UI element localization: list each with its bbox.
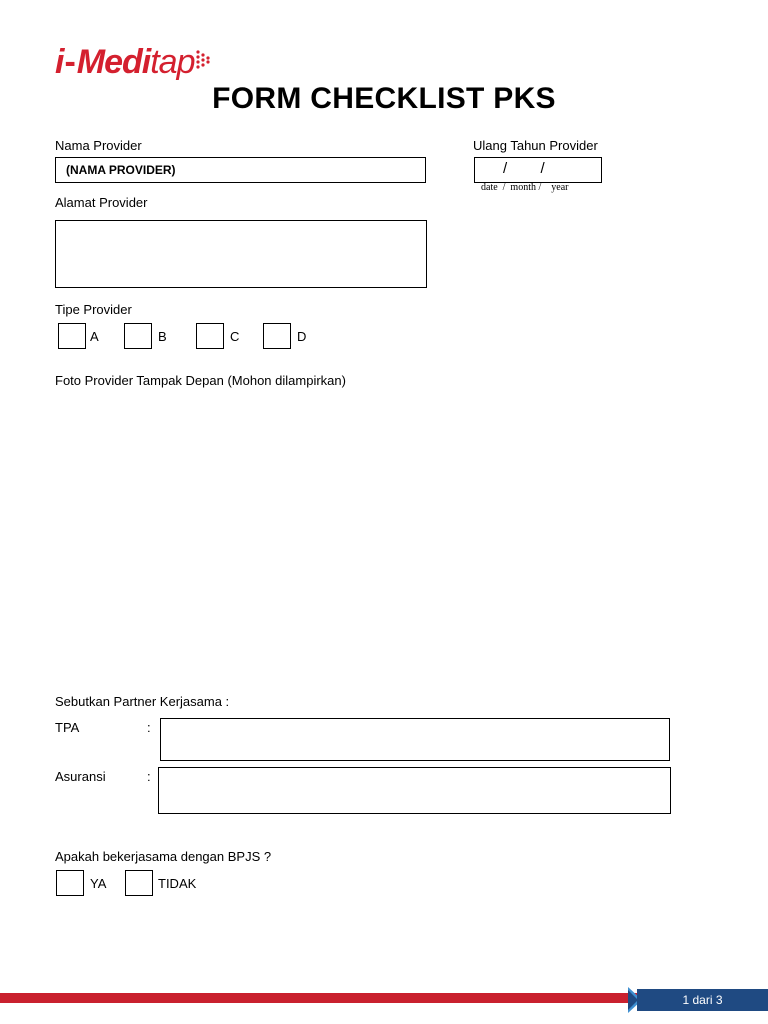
provider-name-label: Nama Provider	[55, 138, 142, 153]
provider-type-b-label: B	[158, 329, 167, 344]
tpa-label: TPA	[55, 720, 80, 735]
provider-type-d-label: D	[297, 329, 307, 344]
asuransi-field[interactable]	[158, 767, 671, 814]
provider-type-d-checkbox[interactable]	[263, 323, 291, 349]
provider-name-value: (NAMA PROVIDER)	[66, 163, 176, 177]
anniversary-label: Ulang Tahun Provider	[473, 138, 598, 153]
asuransi-colon: :	[147, 769, 151, 784]
page-number-text: 1 dari 3	[682, 993, 723, 1007]
tpa-field[interactable]	[160, 718, 670, 761]
logo-medi: Medi	[76, 42, 151, 81]
bpjs-ya-label: YA	[90, 876, 107, 891]
asuransi-label: Asuransi	[55, 769, 106, 784]
bpjs-question: Apakah bekerjasama dengan BPJS ?	[55, 849, 272, 864]
provider-type-b-checkbox[interactable]	[124, 323, 152, 349]
provider-type-label: Tipe Provider	[55, 302, 132, 317]
date-format-hint: date / month / year	[481, 182, 569, 193]
tpa-colon: :	[147, 720, 151, 735]
provider-type-a-checkbox[interactable]	[58, 323, 86, 349]
logo-arrow-icon	[196, 49, 212, 71]
anniversary-date-field[interactable]	[474, 157, 602, 183]
date-separators: / /	[503, 160, 545, 177]
logo-dash: -	[64, 42, 76, 81]
address-label: Alamat Provider	[55, 195, 148, 210]
photo-label: Foto Provider Tampak Depan (Mohon dilampirkan)	[55, 373, 346, 388]
photo-area[interactable]	[55, 395, 675, 675]
logo-i: i	[55, 42, 64, 81]
i-meditap-logo	[55, 40, 212, 84]
provider-type-a-label: A	[90, 329, 99, 344]
logo-tap: tap	[150, 42, 195, 81]
provider-type-c-checkbox[interactable]	[196, 323, 224, 349]
footer-bar	[0, 993, 640, 1003]
partners-label: Sebutkan Partner Kerjasama :	[55, 694, 230, 709]
page-title: FORM CHECKLIST PKS	[212, 82, 556, 115]
bpjs-ya-checkbox[interactable]	[56, 870, 84, 896]
provider-type-c-label: C	[230, 329, 240, 344]
bpjs-tidak-label: TIDAK	[158, 876, 197, 891]
address-field[interactable]	[55, 220, 427, 288]
provider-name-field[interactable]	[55, 157, 426, 183]
page-number	[637, 989, 768, 1011]
bpjs-tidak-checkbox[interactable]	[125, 870, 153, 896]
